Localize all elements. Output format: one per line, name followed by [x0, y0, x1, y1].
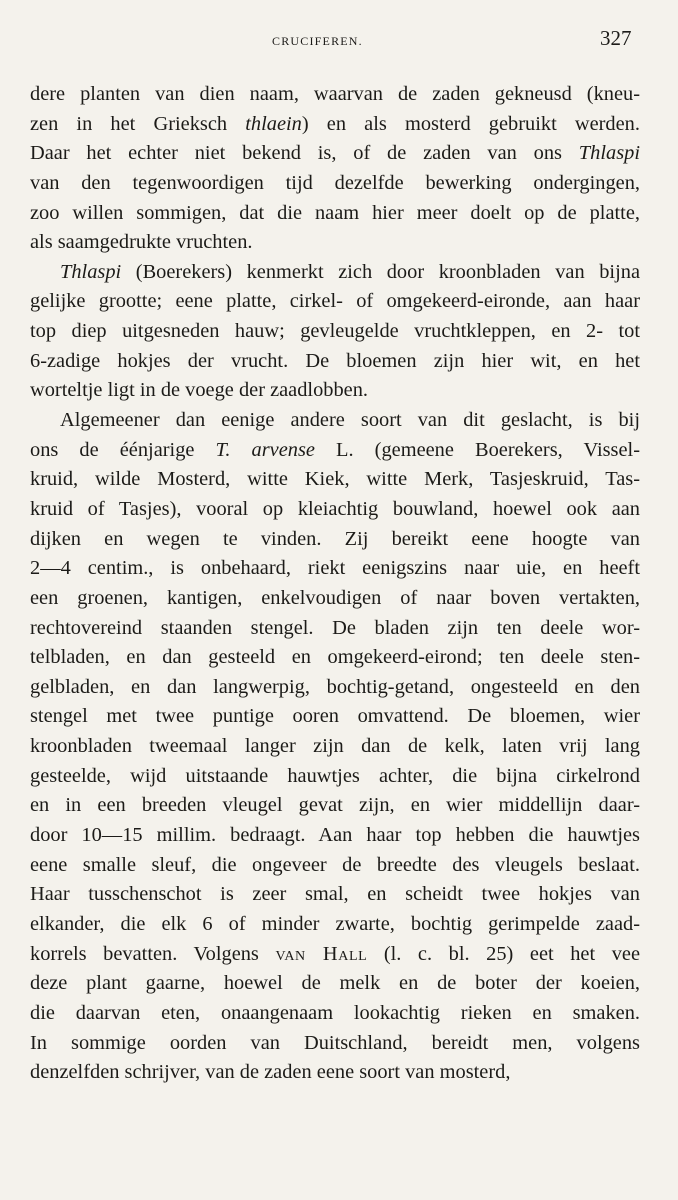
text-line	[30, 228, 640, 258]
text-segment: In sommige oorden van Duitschland, bereidt men, volgens	[30, 1031, 640, 1054]
running-head: CRUCIFEREN.	[272, 34, 363, 48]
italic-term: T. arvense	[215, 438, 315, 461]
text-segment: als saamgedrukte vruchten.	[30, 231, 253, 254]
text-segment: top diep uitgesneden hauw; gevleugelde vruchtkleppen, en 2- tot	[30, 320, 640, 343]
text-line	[30, 762, 640, 792]
text-segment: worteltje ligt in de voege der zaadlobben.	[30, 379, 369, 402]
text-segment: telbladen, en dan gesteeld en omgekeerd-eirond; ten deele sten-	[30, 646, 640, 669]
text-line	[30, 702, 640, 732]
text-line	[30, 139, 640, 169]
text-segment: dijken en wegen te vinden. Zij bereikt eene hoogte van	[30, 527, 640, 550]
page-number: 327	[600, 26, 632, 50]
text-line	[30, 969, 640, 999]
text-segment: 6-zadige hokjes der vrucht. De bloemen zijn hier wit, en het	[30, 349, 640, 372]
text-segment: ) en als mosterd gebruikt werden.	[301, 112, 640, 135]
text-segment: en in een breeden vleugel gevat zijn, en wier middellijn daar-	[30, 794, 640, 817]
text-segment: (l. c. bl. 25) eet het vee	[367, 942, 640, 965]
text-line	[30, 495, 640, 525]
italic-term: thlaein	[245, 112, 302, 135]
italic-term: Thlaspi	[60, 260, 122, 283]
text-line	[30, 199, 640, 229]
text-segment: die daarvan eten, onaangenaam lookachtig rieken en smaken.	[30, 1001, 640, 1024]
text-segment: kroonbladen tweemaal langer zijn dan de kelk, laten vrij lang	[30, 735, 640, 758]
text-segment: dere planten van dien naam, waarvan de zaden gekneusd (kneu-	[30, 83, 640, 105]
text-line	[30, 851, 640, 881]
text-line	[30, 732, 640, 762]
text-line	[30, 465, 640, 495]
text-segment: Algemeener dan eenige andere soort van dit geslacht, is bij	[60, 409, 640, 432]
text-segment: elkander, die elk 6 of minder zwarte, bochtig gerimpelde zaad-	[30, 912, 640, 935]
text-line	[30, 554, 640, 584]
text-line	[30, 940, 640, 970]
text-segment: ons de éénjarige	[30, 438, 216, 461]
text-segment: rechtovereind staanden stengel. De bladen zijn ten deele wor-	[30, 616, 640, 639]
body-text	[30, 80, 640, 1088]
text-line	[30, 317, 640, 347]
text-segment: gelbladen, en dan langwerpig, bochtig-getand, ongesteeld en den	[30, 675, 640, 698]
page-header	[0, 22, 678, 62]
text-segment: door 10—15 millim. bedraagt. Aan haar top hebben die hauwtjes	[30, 824, 640, 847]
text-segment: denzelfden schrijver, van de zaden eene soort van mosterd,	[30, 1061, 511, 1084]
text-segment: gesteelde, wijd uitstaande hauwtjes achter, die bijna cirkelrond	[30, 764, 640, 787]
text-segment: eene smalle sleuf, die ongeveer de breedte des vleugels beslaat.	[30, 853, 640, 876]
text-segment: zoo willen sommigen, dat die naam hier meer doelt op de platte,	[30, 201, 640, 224]
text-line	[30, 643, 640, 673]
text-segment: Daar het echter niet bekend is, of de zaden van ons	[30, 142, 579, 165]
text-segment: van den tegenwoordigen tijd dezelfde bewerking ondergingen,	[30, 171, 640, 194]
text-segment: korrels bevatten. Volgens	[30, 942, 276, 965]
text-line	[30, 258, 640, 288]
author-name: van Hall	[275, 942, 368, 965]
text-line	[30, 376, 640, 406]
paragraph	[30, 80, 640, 258]
text-line	[30, 287, 640, 317]
text-segment: kruid, wilde Mosterd, witte Kiek, witte Merk, Tasjeskruid, Tas-	[30, 468, 640, 491]
text-segment: stengel met twee puntige ooren omvattend. De bloemen, wier	[30, 705, 640, 728]
text-segment: (Boerekers) kenmerkt zich door kroonbladen van bijna	[121, 260, 640, 283]
text-line	[30, 110, 640, 140]
text-line	[30, 821, 640, 851]
text-line	[30, 614, 640, 644]
text-segment: deze plant gaarne, hoewel de melk en de boter der koeien,	[30, 972, 640, 995]
text-line	[30, 406, 640, 436]
text-line	[30, 1058, 640, 1088]
text-line	[30, 673, 640, 703]
text-segment: 2—4 centim., is onbehaard, riekt eenigszins naar uie, en heeft	[30, 557, 640, 580]
text-line	[30, 791, 640, 821]
text-line	[30, 80, 640, 110]
text-segment: een groenen, kantigen, enkelvoudigen of naar boven vertakten,	[30, 586, 640, 609]
text-segment: gelijke grootte; eene platte, cirkel- of omgekeerd-eironde, aan haar	[30, 290, 640, 313]
text-line	[30, 910, 640, 940]
text-line	[30, 525, 640, 555]
text-segment: Haar tusschenschot is zeer smal, en scheidt twee hokjes van	[30, 883, 640, 906]
text-segment: L. (gemeene Boerekers, Vissel-	[314, 438, 640, 461]
paragraph	[30, 258, 640, 406]
text-line	[30, 169, 640, 199]
paragraph	[30, 406, 640, 1088]
text-line	[30, 999, 640, 1029]
text-line	[30, 880, 640, 910]
text-line	[30, 584, 640, 614]
text-segment: kruid of Tasjes), vooral op kleiachtig bouwland, hoewel ook aan	[30, 497, 640, 520]
text-line	[30, 1029, 640, 1059]
text-line	[30, 436, 640, 466]
italic-term: Thlaspi	[578, 142, 640, 165]
text-line	[30, 347, 640, 377]
text-segment: zen in het Grieksch	[30, 112, 246, 135]
